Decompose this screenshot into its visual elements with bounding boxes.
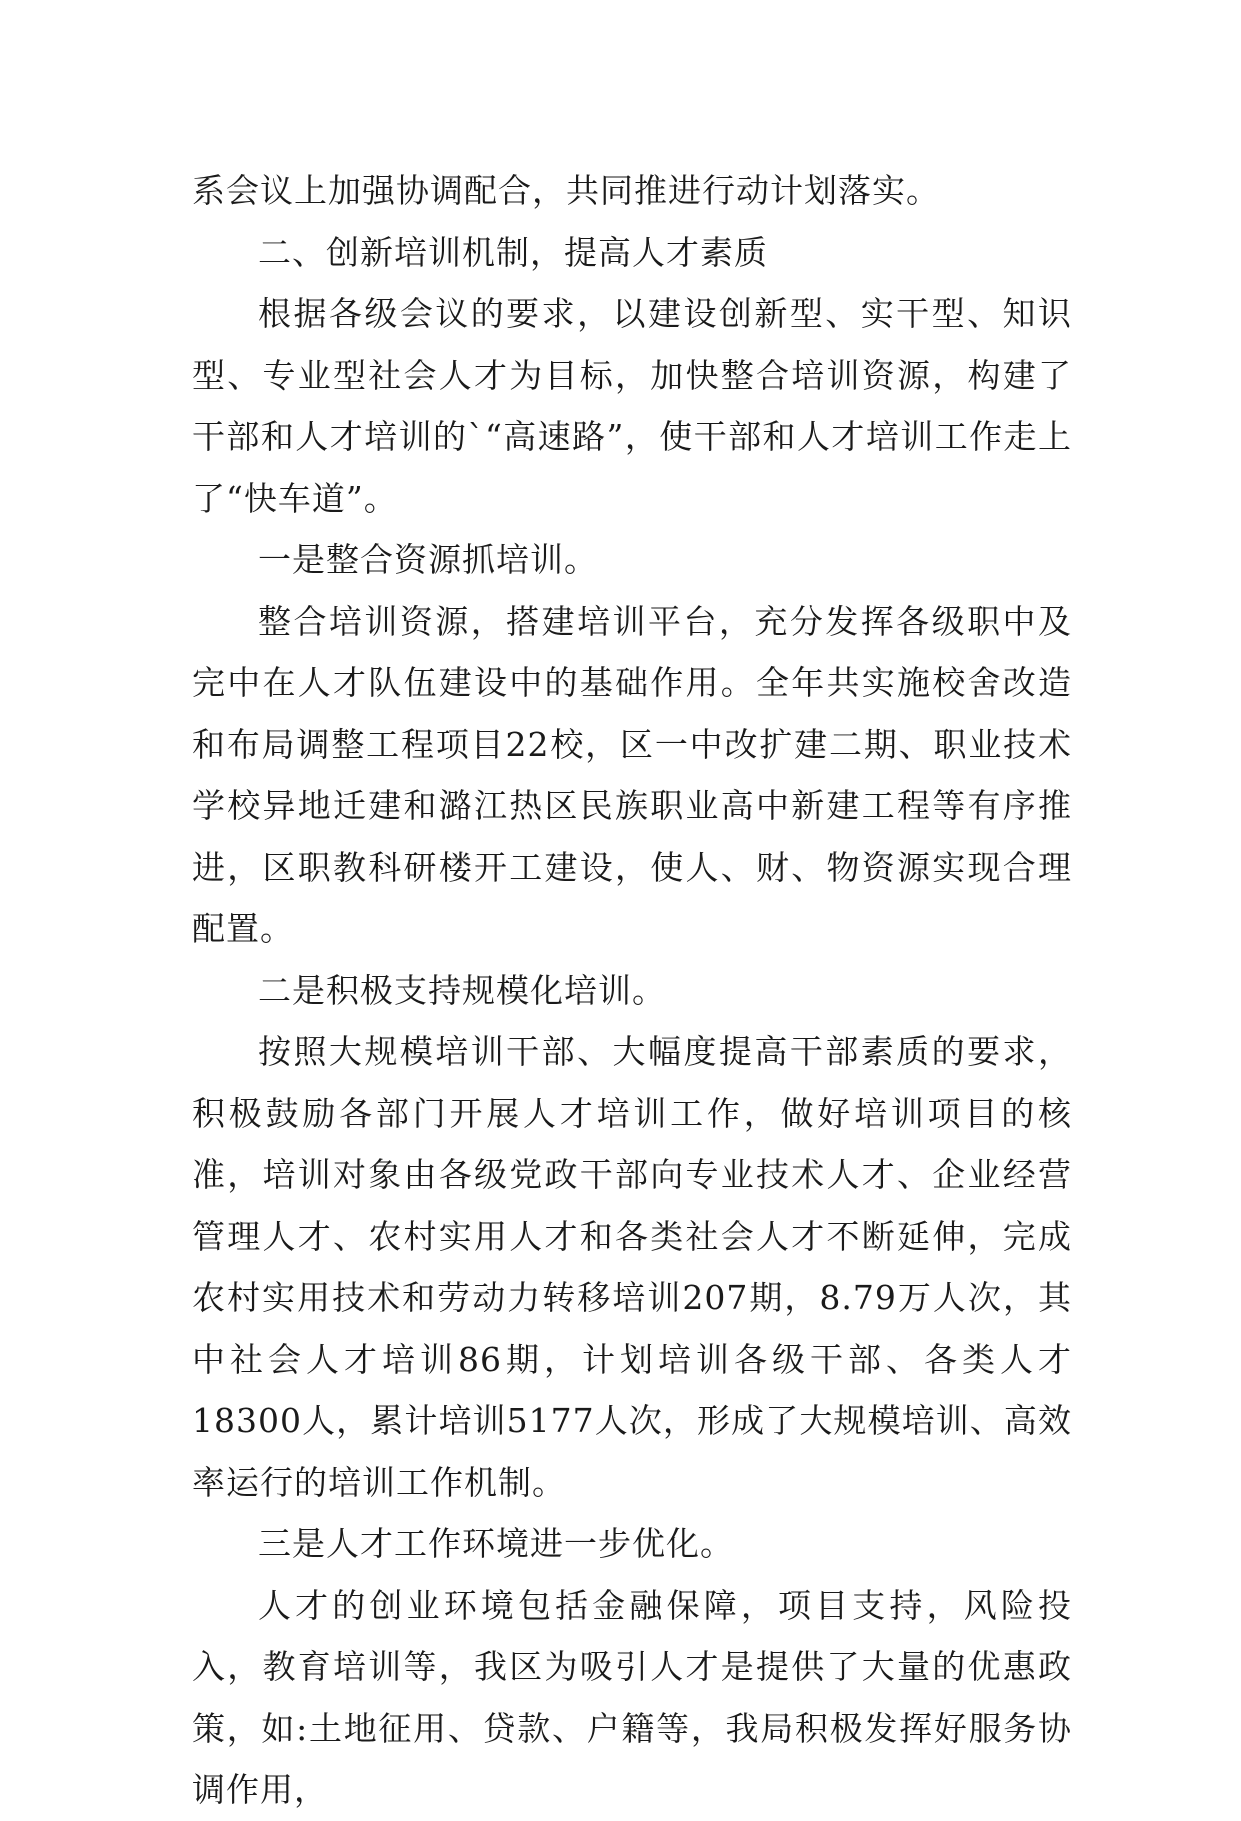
body-paragraph: 人才的创业环境包括金融保障，项目支持，风险投入，教育培训等，我区为吸引人才是提供了大量的优惠政策，如:土地征用、贷款、户籍等，我局积极发挥好服务协调作用， (192, 1585, 1072, 1809)
body-paragraph: 整合培训资源，搭建培训平台，充分发挥各级职中及完中在人才队伍建设中的基础作用。全年共实施校舍改造和布局调整工程项目22校，区一中改扩建二期、职业技术学校异地迁建和潞江热区民族职业高中新建工程等有序推进，区职教科研楼开工建设，使人、财、物资源实现合理配置。 (192, 601, 1072, 948)
section-heading: 二、创新培训机制，提高人才素质 (258, 232, 768, 272)
body-paragraph: 根据各级会议的要求，以建设创新型、实干型、知识型、专业型社会人才为目标，加快整合培训资源，构建了干部和人才培训的`“高速路”，使干部和人才培训工作走上了“快车道”。 (192, 294, 1072, 518)
subheading: 三是人才工作环境进一步优化。 (258, 1524, 734, 1563)
subheading: 二是积极支持规模化培训。 (258, 970, 666, 1010)
body-paragraph: 按照大规模培训干部、大幅度提高干部素质的要求，积极鼓励各部门开展人才培训工作，做好培训项目的核准，培训对象由各级党政干部向专业技术人才、企业经营管理人才、农村实用人才和各类社会人才不断延伸，完成农村实用技术和劳动力转移培训207期，8.79万人次，其中社会人才培训86期，计划培训各级干部、各类人才18300人，累计培训5177人次，形成了大规模培训、高效率运行的培训工作机制。 (192, 1032, 1072, 1502)
document-body (192, 160, 1072, 1821)
continuation-paragraph: 系会议上加强协调配合，共同推进行动计划落实。 (192, 171, 940, 210)
subheading: 一是整合资源抓培训。 (258, 540, 598, 579)
